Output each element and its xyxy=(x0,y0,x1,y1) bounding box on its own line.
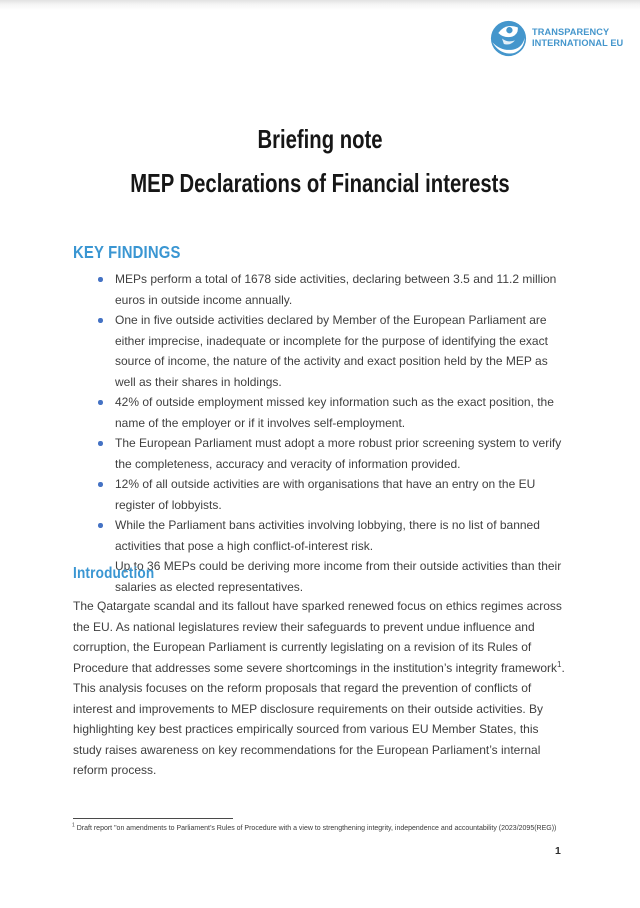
document-subtitle: MEP Declarations of Financial interests xyxy=(130,168,510,198)
list-item-continuation-text: Up to 36 MEPs could be deriving more income from their outside activities than their salaries as elected representatives. xyxy=(115,559,562,594)
list-item-text: One in five outside activities declared by Member of the European Parliament are either imprecise, inadequate or incomplete for the purpose of identifying the exact source of income, the nature of the activity and exact position held by the MEP as well as their shares in holdings. xyxy=(115,313,548,389)
list-item xyxy=(73,269,570,310)
list-item xyxy=(73,392,570,433)
footnote-text: Draft report "on amendments to Parliament’s Rules of Procedure with a view to strengthening integrity, independence and accountability (2023/2095(REG)) xyxy=(74,825,557,832)
org-logo-text xyxy=(532,28,623,49)
list-item xyxy=(73,310,570,392)
list-item xyxy=(73,515,570,597)
list-item xyxy=(73,474,570,515)
list-item-text: 12% of all outside activities are with organisations that have an entry on the EU register of lobbyists. xyxy=(115,477,536,512)
bullet-icon xyxy=(98,318,103,323)
list-item-text: 42% of outside employment missed key information such as the exact position, the name of the employer or if it involves self-employment. xyxy=(115,395,554,430)
org-logo xyxy=(490,20,626,57)
bullet-icon xyxy=(98,482,103,487)
bullet-icon xyxy=(98,441,103,446)
introduction-paragraph xyxy=(73,596,570,781)
list-item-text: The European Parliament must adopt a more robust prior screening system to verify the completeness, accuracy and veracity of information provided. xyxy=(115,436,562,471)
list-item xyxy=(73,433,570,474)
list-item-text: While the Parliament bans activities involving lobbying, there is no list of banned activities that pose a high conflict-of-interest risk. xyxy=(115,518,540,553)
introduction-heading: Introduction xyxy=(73,565,155,582)
introduction-text-part2: . This analysis focuses on the reform proposals that regard the prevention of conflicts of interest and improvements to MEP disclosure requirements on their outside activities. By highlighting key best practices empirically sourced from various EU Member States, this study raises awareness on key recommendations for the European Parliament’s internal reform process. xyxy=(73,660,565,777)
footnote-reference: 1 xyxy=(557,659,562,669)
footnote-marker: 1 xyxy=(72,822,75,829)
key-findings-heading: KEY FINDINGS xyxy=(73,242,181,262)
introduction-text-part1: The Qatargate scandal and its fallout have sparked renewed focus on ethics regimes across the EU. As national legislatures review their safeguards to prevent undue influence and corruption, the European Parliament is currently legislating on a revision of its Rules of Procedure that addresses some severe shortcomings in the institution’s integrity framework xyxy=(73,599,562,675)
ti-globe-icon xyxy=(490,20,527,57)
footnote-divider xyxy=(73,818,233,819)
bullet-icon xyxy=(98,400,103,405)
key-findings-list xyxy=(73,269,570,597)
page-number: 1 xyxy=(555,845,561,857)
list-item-text: MEPs perform a total of 1678 side activities, declaring between 3.5 and 11.2 million euros in outside income annually. xyxy=(115,272,557,307)
bullet-icon xyxy=(98,277,103,282)
org-logo-line1: TRANSPARENCY xyxy=(531,27,610,38)
bullet-icon xyxy=(98,523,103,528)
org-logo-line2: INTERNATIONAL EU xyxy=(531,37,624,49)
document-title: Briefing note xyxy=(257,124,383,154)
page-top-shadow xyxy=(0,0,640,10)
footnote xyxy=(72,824,612,834)
